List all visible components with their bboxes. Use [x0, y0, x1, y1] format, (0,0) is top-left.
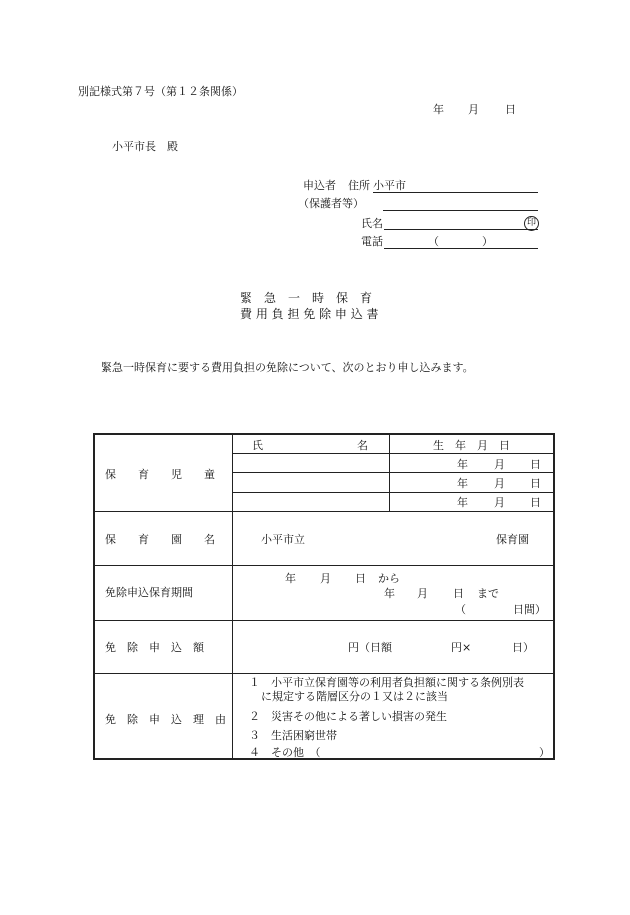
child-birth-header: 生 年 月 日 [433, 439, 510, 452]
guardian-underline [383, 210, 538, 211]
title-line1: 緊 急 一 時 保 育 [240, 291, 373, 305]
phone-paren-open: （ [428, 235, 439, 248]
row-divider-child [95, 511, 553, 512]
period-from-day: 日 [355, 572, 366, 585]
date-month: 月 [468, 103, 479, 116]
name-underline [384, 229, 538, 230]
child-label: 保 育 児 童 [105, 468, 215, 481]
period-until-year: 年 [384, 587, 395, 600]
child-2-year: 年 [457, 477, 468, 490]
reason-item-3: ３ 生活困窮世帯 [249, 729, 337, 742]
child-2-day: 日 [530, 477, 541, 490]
reason-item-4: ４ その他 （ [249, 746, 321, 759]
child-row-line-3 [232, 492, 553, 493]
nursery-label: 保 育 園 名 [105, 533, 215, 546]
date-day: 日 [505, 103, 516, 116]
child-row-line-1 [232, 453, 553, 454]
child-3-day: 日 [530, 496, 541, 509]
amount-yen-times: 円× [451, 641, 472, 654]
child-1-day: 日 [530, 458, 541, 471]
address-city: 小平市 [373, 179, 406, 192]
period-from-month: 月 [320, 572, 331, 585]
applicant-label: 申込者 [303, 179, 336, 192]
form-id: 別記様式第７号（第１２条関係） [78, 85, 243, 98]
child-1-year: 年 [457, 458, 468, 471]
guardian-label: （保護者等） [298, 197, 364, 210]
amount-label: 免 除 申 込 額 [105, 641, 204, 654]
reason-item-2: ２ 災害その他による著しい損害の発生 [249, 710, 447, 723]
title-line2: 費 用 負 担 免 除 申 込 書 [240, 307, 379, 321]
nursery-prefix: 小平市立 [261, 533, 305, 546]
child-2-month: 月 [494, 477, 505, 490]
nursery-suffix: 保育園 [496, 533, 529, 546]
reason-label: 免 除 申 込 理 由 [105, 713, 226, 726]
amount-yen-daily: 円（日額 [348, 641, 392, 654]
reason-other-close: ） [539, 746, 550, 759]
name-label: 氏名 [361, 217, 383, 230]
period-paren-open: （ [455, 603, 466, 616]
period-until-month: 月 [417, 587, 428, 600]
date-year: 年 [433, 103, 444, 116]
period-from-year: 年 [285, 572, 296, 585]
reason-item-1: １ 小平市立保育園等の利用者負担額に関する条例別表 [249, 676, 524, 689]
child-1-month: 月 [494, 458, 505, 471]
child-name-header-left: 氏 [252, 439, 263, 452]
period-days: 日間） [513, 603, 546, 616]
amount-days-close: 日） [512, 641, 534, 654]
intro-text: 緊急一時保育に要する費用負担の免除について、次のとおり申し込みます。 [101, 361, 474, 374]
phone-label: 電話 [361, 235, 383, 248]
child-birth-divider [389, 435, 390, 511]
phone-underline [384, 248, 538, 249]
label-column-divider [232, 435, 233, 758]
seal-icon: 印 [524, 216, 539, 231]
row-divider-amount [95, 673, 553, 674]
phone-paren-close: ） [482, 235, 493, 248]
period-until-text: まで [477, 587, 499, 600]
application-table [93, 433, 555, 760]
row-divider-period [95, 620, 553, 621]
child-row-line-2 [232, 472, 553, 473]
period-until-day: 日 [453, 587, 464, 600]
child-3-month: 月 [494, 496, 505, 509]
address-label: 住所 [348, 179, 370, 192]
row-divider-nursery [95, 565, 553, 566]
period-label: 免除申込保育期間 [105, 586, 193, 599]
period-from-text: から [378, 572, 400, 585]
addressee: 小平市長 殿 [112, 140, 178, 153]
reason-item-1-cont: に規定する階層区分の１又は２に該当 [261, 690, 448, 703]
child-name-header-right: 名 [357, 439, 368, 452]
address-underline [373, 192, 538, 193]
child-3-year: 年 [457, 496, 468, 509]
